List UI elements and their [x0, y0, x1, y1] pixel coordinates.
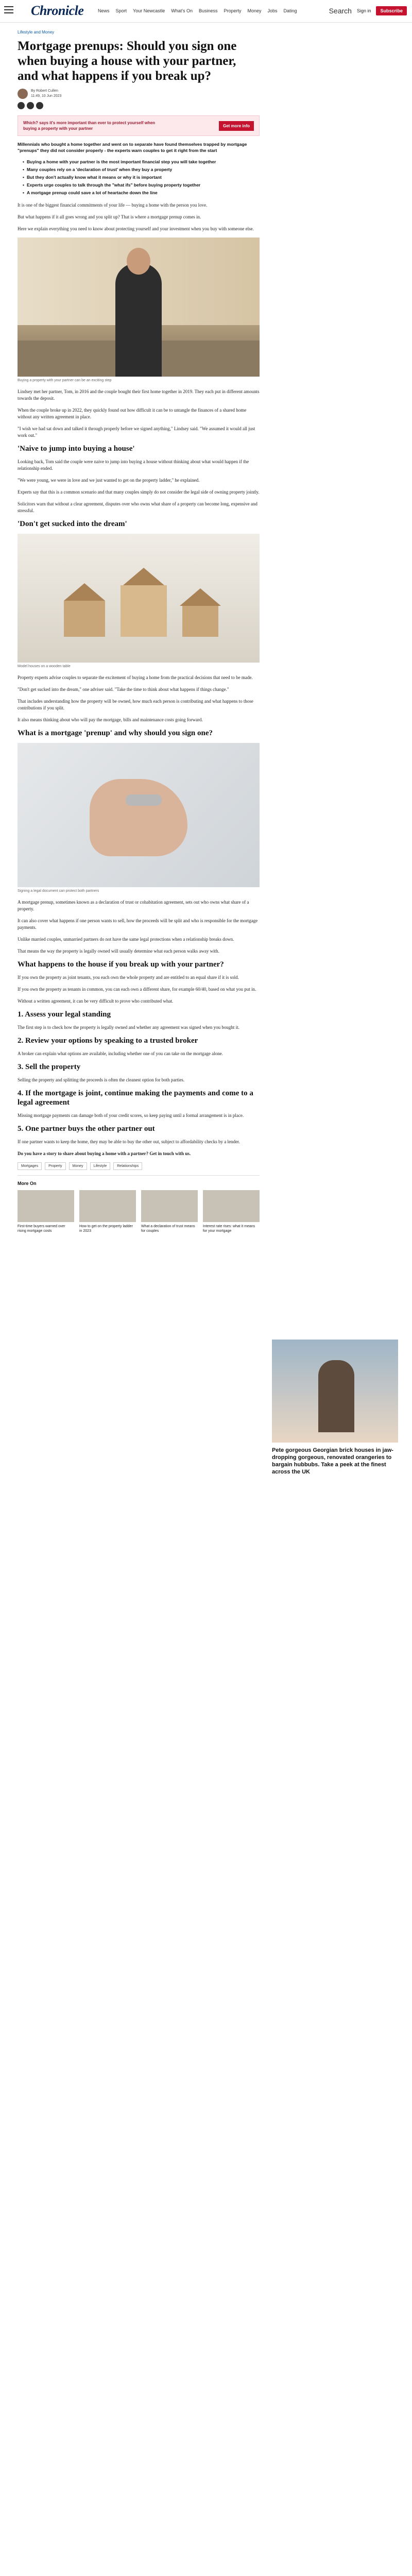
article-photo-man [18, 238, 260, 377]
byline [18, 89, 260, 99]
paragraph: A broker can explain what options are available, including whether one of you can take on the mortgage alone. [18, 1051, 223, 1056]
key-point: • Buying a home with your partner is the most important financial step you will take together [23, 159, 260, 165]
tag-list [18, 1162, 260, 1170]
paragraph: That includes understanding how the property will be owned, how much each person is contributing and what happens to those contributions if you split. [18, 699, 253, 710]
tag[interactable]: Relationships [113, 1162, 142, 1170]
paragraph: "We were young, we were in love and we just wanted to get on the property ladder," he explained. [18, 478, 200, 483]
share-bar [18, 102, 260, 109]
twitter-icon[interactable] [27, 102, 34, 109]
sign-in-link[interactable]: Sign in [356, 8, 371, 13]
advert-text[interactable]: Pete gorgeous Georgian brick houses in jaw-dropping gorgeous, renovated orangeries to bargain hubbubs. Take a peek at the finest across the UK [272, 1447, 393, 1475]
related-card-title[interactable]: What a declaration of trust means for couples [141, 1225, 195, 1233]
tag[interactable]: Mortgages [18, 1162, 42, 1170]
sidebar-advert[interactable] [272, 1340, 398, 1476]
related-articles [18, 1175, 260, 1233]
paragraph: Solicitors warn that without a clear agreement, disputes over who owns what share of a property can become long, expensive and stressful. [18, 501, 258, 513]
paragraph: If you own the property as joint tenants, you each own the whole property and are entitled to an equal share if it is sold. [18, 975, 239, 980]
facebook-icon[interactable] [18, 102, 25, 109]
nav-link[interactable]: Jobs [267, 8, 278, 13]
paragraph: It also means thinking about who will pay the mortgage, bills and maintenance costs going forward. [18, 717, 203, 722]
paragraph: Property experts advise couples to separate the excitement of buying a home from the practical decisions that need to be made. [18, 675, 253, 680]
paragraph: Without a written agreement, it can be very difficult to prove who contributed what. [18, 998, 174, 1004]
nav-link[interactable]: Your Newcastle [133, 8, 165, 13]
publish-date: 11:49, 10 Jun 2023 [31, 94, 62, 98]
tag[interactable]: Money [69, 1162, 87, 1170]
section-heading: 'Naive to jump into buying a house' [18, 445, 135, 453]
nav-right [329, 6, 407, 15]
photo-caption: Buying a property with your partner can be an exciting step [18, 379, 112, 382]
section-heading: 'Don't get sucked into the dream' [18, 520, 127, 528]
paragraph: It can also cover what happens if one person wants to sell, how the proceeds will be split and who is responsible for the mortgage payments. [18, 918, 258, 930]
nav-link[interactable]: Sport [115, 8, 127, 13]
related-card-title[interactable]: How to get on the property ladder in 2023 [79, 1225, 133, 1233]
step-heading: 1. Assess your legal standing [18, 1010, 111, 1019]
article-photo-houses [18, 534, 260, 663]
promo-banner [18, 115, 260, 136]
photo-caption: Model houses on a wooden table [18, 665, 71, 668]
key-point: • Experts urge couples to talk through the "what ifs" before buying property together [23, 182, 260, 188]
key-point: • Many couples rely on a 'declaration of trust' when they buy a property [23, 166, 260, 173]
step-heading: 5. One partner buys the other partner out [18, 1125, 155, 1133]
related-grid [18, 1190, 260, 1233]
paragraph: The first step is to check how the property is legally owned and whether any agreement was signed when you bought it. [18, 1025, 239, 1030]
paragraph: If you own the property as tenants in common, you can each own a different share, for example 60/40, based on what you put in. [18, 987, 256, 992]
article-title: Mortgage prenups: Should you sign one when buying a house with your partner, and what happens if you break up? [18, 39, 237, 83]
step-heading: 2. Review your options by speaking to a trusted broker [18, 1037, 198, 1045]
menu-icon[interactable] [4, 6, 13, 13]
advert-image [272, 1340, 398, 1443]
site-logo[interactable]: Chronicle [31, 3, 84, 18]
paragraph: Lindsey met her partner, Tom, in 2016 and the couple bought their first home together in 2019. They each put in different amounts towards the deposit. [18, 389, 260, 401]
key-point: • A mortgage prenup could save a lot of heartache down the line [23, 190, 260, 196]
subscribe-button[interactable]: Subscribe [376, 6, 407, 15]
related-card[interactable] [18, 1190, 74, 1233]
related-card-title[interactable]: Interest rate rises: what it means for your mortgage [203, 1225, 255, 1233]
nav-link[interactable]: News [98, 8, 110, 13]
promo-text: Which? says it's more important than ever to protect yourself when buying a property with your partner [23, 121, 156, 131]
step-heading: 3. Sell the property [18, 1063, 81, 1071]
nav-link[interactable]: What's On [171, 8, 193, 13]
paragraph: Missing mortgage payments can damage both of your credit scores, so keep paying until a formal arrangement is in place. [18, 1113, 244, 1118]
author-name[interactable]: By Robert Cullen [31, 89, 58, 93]
paragraph: Experts say that this is a common scenario and that many couples simply do not consider the legal side of owning property jointly. [18, 489, 260, 495]
paragraph: Selling the property and splitting the proceeds is often the cleanest option for both parties. [18, 1077, 185, 1082]
nav-links [98, 8, 297, 13]
breadcrumb[interactable]: Lifestyle and Money [18, 30, 55, 35]
nav-left [4, 6, 13, 13]
email-icon[interactable] [36, 102, 43, 109]
article-lede: Millennials who bought a home together and went on to separate have found themselves trapped by mortgage "prenups" they did not consider properly - the experts warn couples to get it right from the start [18, 142, 247, 153]
photo-caption: Signing a legal document can protect both partners [18, 889, 99, 893]
tag[interactable]: Property [45, 1162, 65, 1170]
search-button[interactable]: Search [329, 7, 352, 15]
paragraph: That means the way the property is legally owned will usually determine what each person walks away with. [18, 948, 219, 954]
author-avatar [18, 89, 28, 99]
paragraph: "Don't get sucked into the dream," one adviser said. "Take the time to think about what happens if things change." [18, 687, 229, 692]
closing-paragraph: Do you have a story to share about buying a home with a partner? Get in touch with us. [18, 1151, 191, 1156]
tag[interactable]: Lifestyle [90, 1162, 111, 1170]
nav-link[interactable]: Property [224, 8, 242, 13]
article-photo-keys [18, 743, 260, 887]
paragraph: Looking back, Tom said the couple were naive to jump into buying a house without thinking about what would happen if the relationship ended. [18, 459, 249, 471]
paragraph: Here we explain everything you need to know about protecting yourself and your investment when you buy with someone else. [18, 226, 254, 231]
related-card[interactable] [203, 1190, 260, 1233]
paragraph: When the couple broke up in 2022, they quickly found out how difficult it can be to untangle the finances of a shared home without any written agreement in place. [18, 408, 247, 419]
paragraph: A mortgage prenup, sometimes known as a declaration of trust or cohabitation agreement, sets out who owns what share of a property. [18, 900, 249, 911]
key-points [23, 159, 260, 196]
paragraph: If one partner wants to keep the home, they may be able to buy the other out, subject to affordability checks by a lender. [18, 1139, 240, 1144]
section-heading: What happens to the house if you break up with your partner? [18, 960, 224, 969]
paragraph: It is one of the biggest financial commitments of your life — buying a home with the person you love. [18, 202, 208, 208]
byline-meta [31, 89, 61, 99]
section-heading: What is a mortgage 'prenup' and why should you sign one? [18, 729, 213, 737]
related-card[interactable] [141, 1190, 198, 1233]
related-card[interactable] [79, 1190, 136, 1233]
nav-link[interactable]: Business [198, 8, 218, 13]
promo-button[interactable]: Get more info [219, 121, 254, 131]
article-content [18, 30, 260, 1233]
nav-link[interactable]: Dating [283, 8, 297, 13]
related-title: More On [18, 1181, 37, 1186]
key-point: • But they don't actually know what it means or why it is important [23, 174, 260, 180]
paragraph: But what happens if it all goes wrong and you split up? That is where a mortgage prenup comes in. [18, 214, 201, 219]
related-card-title[interactable]: First-time buyers warned over rising mortgage costs [18, 1225, 65, 1233]
nav-link[interactable]: Money [247, 8, 262, 13]
step-heading: 4. If the mortgage is joint, continue making the payments and come to a legal agreement [18, 1089, 253, 1107]
top-navigation [0, 0, 412, 23]
paragraph: "I wish we had sat down and talked it through properly before we signed anything," Lindsey said. "We assumed it would all just work out." [18, 426, 255, 438]
paragraph: Unlike married couples, unmarried partners do not have the same legal protections when a relationship breaks down. [18, 937, 234, 942]
